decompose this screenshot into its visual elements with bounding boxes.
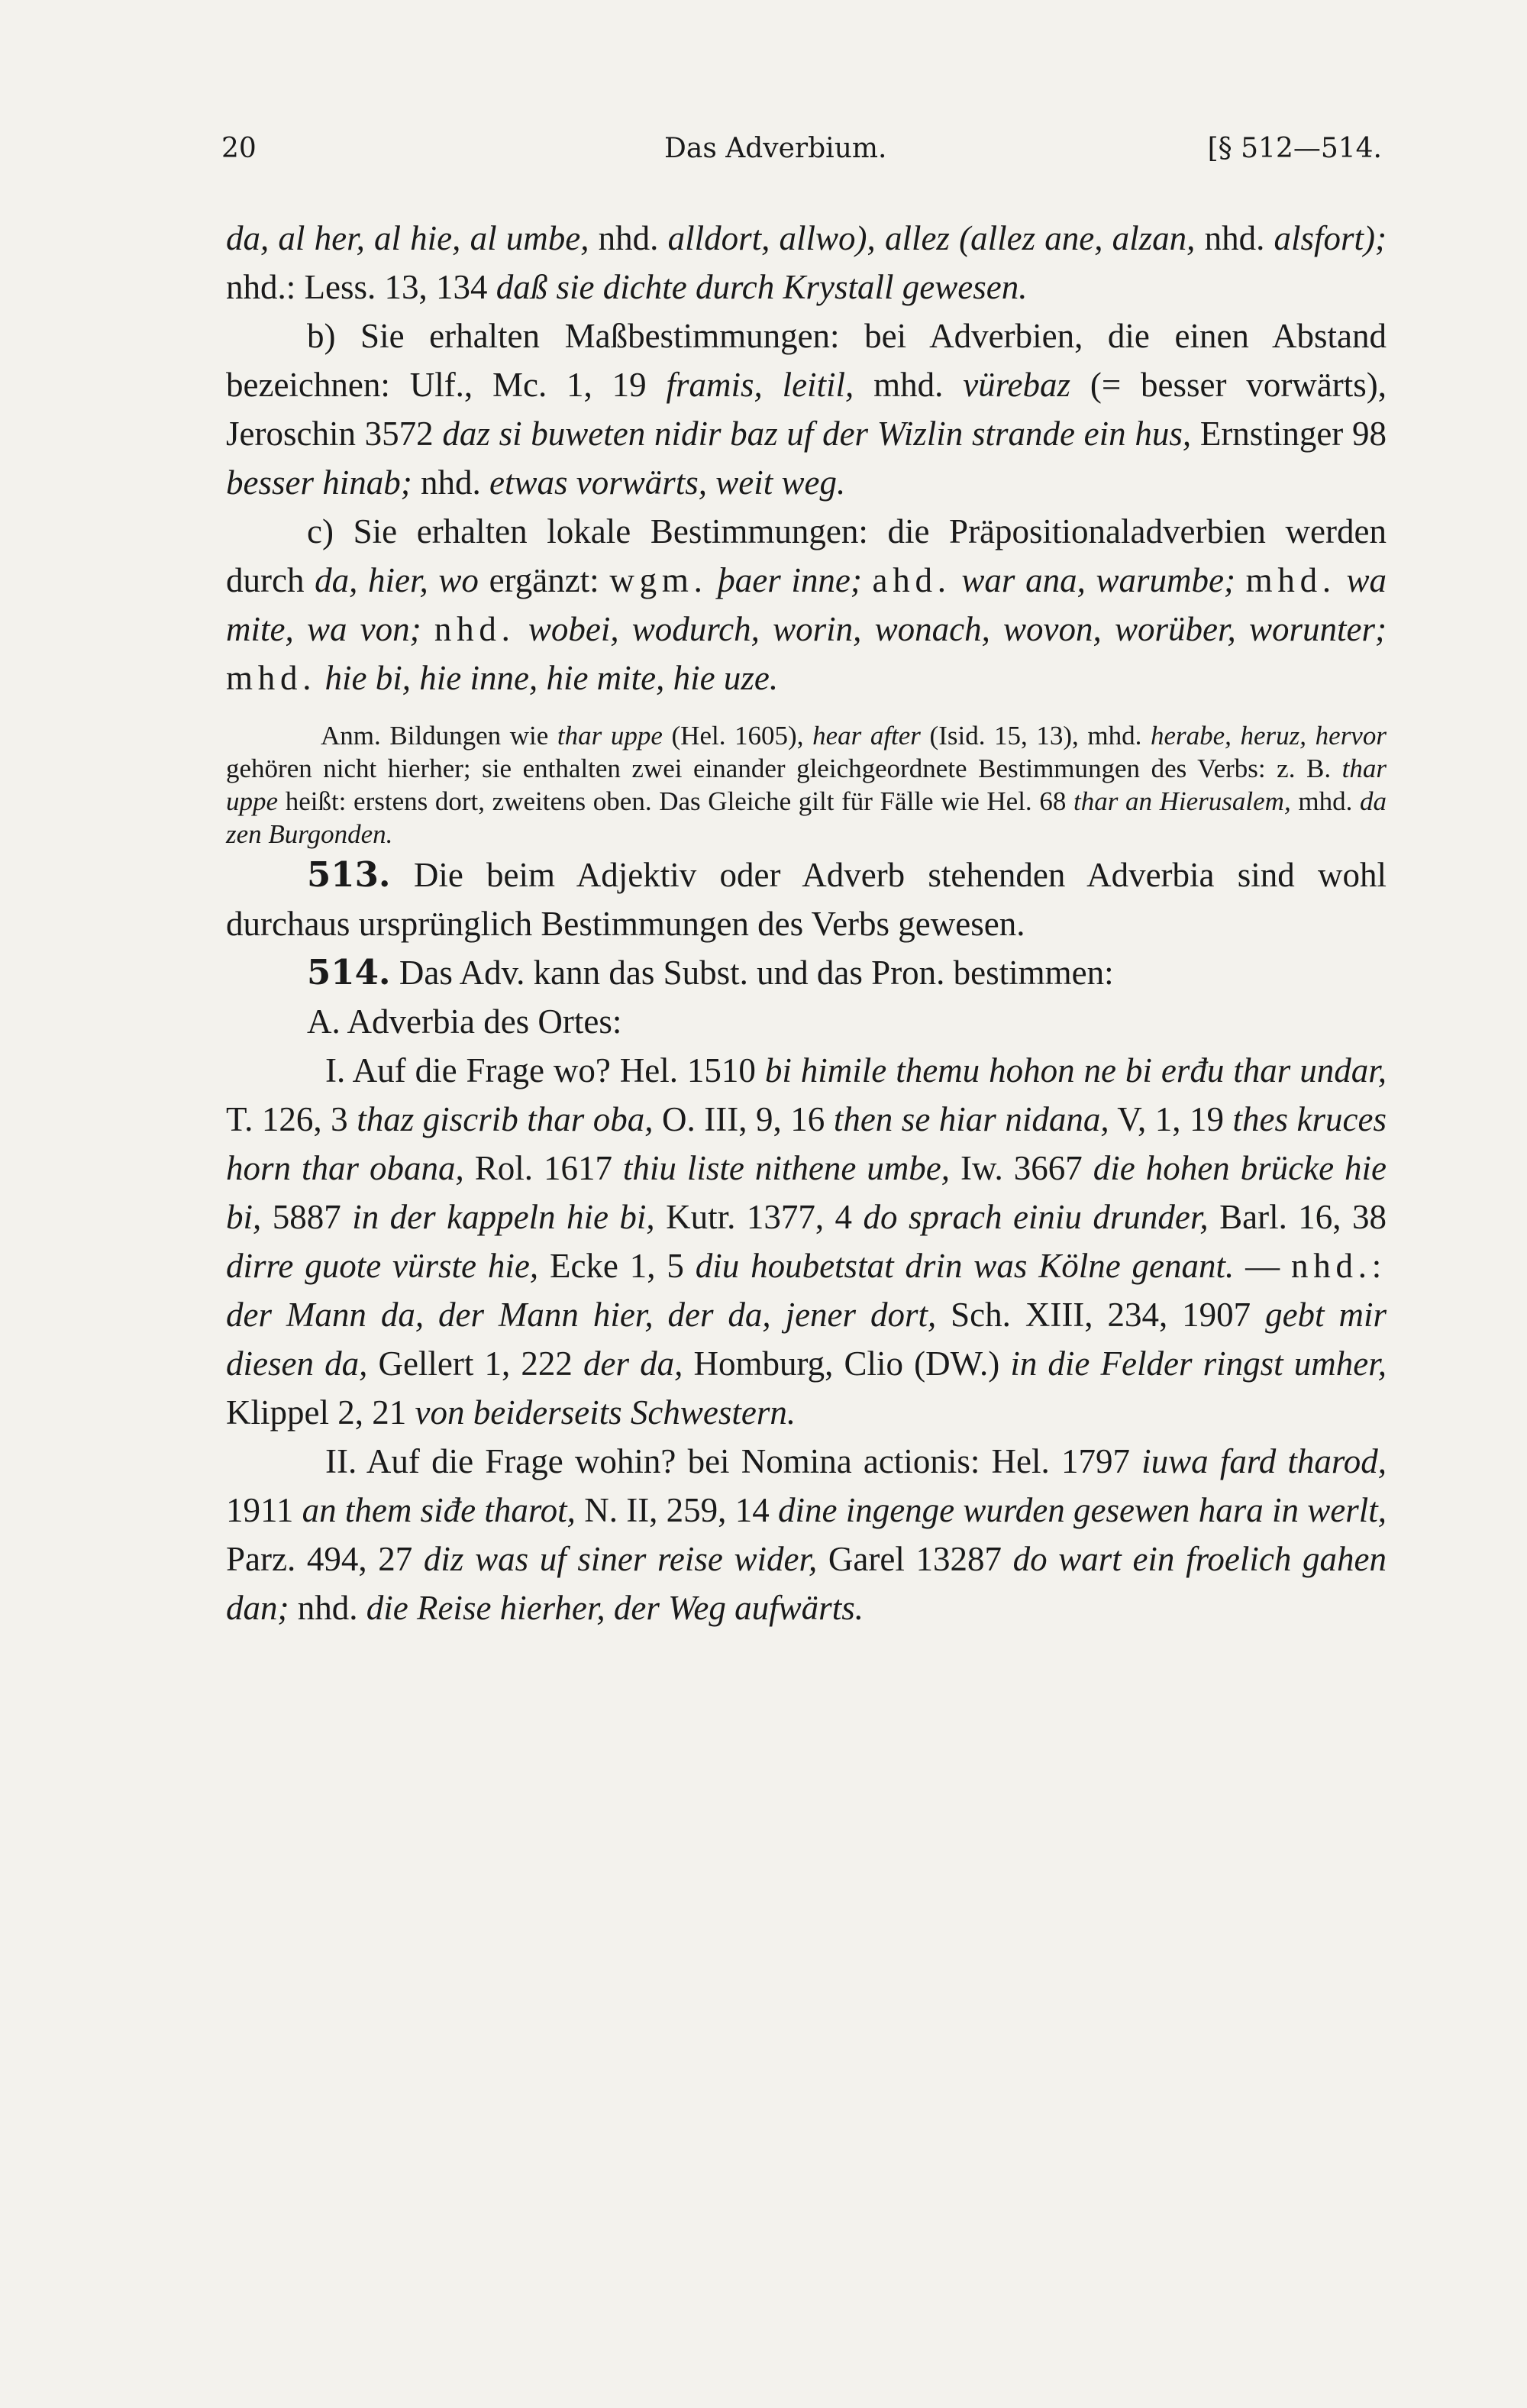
paragraph-II: II. Auf die Frage wohin? bei Nomina actionis: Hel. 1797 iuwa fard tharod, 1911 an them siđe tharot, N. II, 259, 14 dine ingenge wurden gesewen hara in werlt, Parz. 494, 27 diz was uf siner reise wider, Garel 13287 do wart ein froelich gahen dan; nhd. die Reise hierher, der Weg aufwärts. [226, 1442, 1387, 1627]
section-range: [§ 512—514. [1207, 133, 1382, 164]
running-title: Das Adverbium. [664, 133, 887, 164]
section-513: 513. Die beim Adjektiv oder Adverb stehenden Adverbia sind wohl durchaus ursprünglich Bestimmungen des Verbs gewesen. [226, 854, 1387, 943]
section-number: 513. [307, 854, 391, 895]
subheading-a: A. Adverbia des Ortes: [307, 1002, 622, 1041]
annotation-note: Anm. Bildungen wie thar uppe (Hel. 1605), hear after (Isid. 15, 13), mhd. herabe, heruz, hervor gehören nicht hierher; sie enthalten zwei einander gleichgeordnete Bestimmungen des Verbs: z. B. thar uppe heißt: erstens dort, zweitens oben. Das Gleiche gilt für Fälle wie Hel. 68 thar an Hierusalem, mhd. da zen Burgonden. [226, 721, 1387, 849]
paragraph-I: I. Auf die Frage wo? Hel. 1510 bi himile themu hohon ne bi erđu thar undar, T. 126, 3 thaz giscrib thar oba, O. III, 9, 16 then se hiar nidana, V, 1, 19 thes kruces horn thar obana, Rol. 1617 thiu liste nithene umbe, Iw. 3667 die hohen brücke hie bi, 5887 in der kappeln hie bi, Kutr. 1377, 4 do sprach einiu drunder, Barl. 16, 38 dirre guote vürste hie, Ecke 1, 5 diu houbetstat drin was Kölne genant. — nhd.: der Mann da, der Mann hier, der da, jener dort, Sch. XIII, 234, 1907 gebt mir diesen da, Gellert 1, 222 der da, Homburg, Clio (DW.) in die Felder ringst umher, Klippel 2, 21 von beiderseits Schwestern. [226, 1051, 1387, 1432]
page-number: 20 [221, 133, 257, 164]
page-body [226, 214, 1387, 1632]
paragraph-continuation: da, al her, al hie, al umbe, nhd. alldort, allwo), allez (allez ane, alzan, nhd. alsfort); nhd.: Less. 13, 134 daß sie dichte durch Krystall gewesen. [226, 219, 1387, 306]
paragraph-b: b) Sie erhalten Maßbestimmungen: bei Adverbien, die einen Abstand bezeichnen: Ulf., Mc. 1, 19 framis, leitil, mhd. vürebaz (= besser vorwärts), Jeroschin 3572 daz si buweten nidir baz uf der Wizlin strande ein hus, Ernstinger 98 besser hinab; nhd. etwas vorwärts, weit weg. [226, 317, 1387, 502]
section-number: 514. [307, 952, 391, 993]
paragraph-c: c) Sie erhalten lokale Bestimmungen: die Präpositionaladverbien werden durch da, hier, wo ergänzt: wgm. þaer inne; ahd. war ana, warumbe; mhd. wa mite, wa von; nhd. wobei, wodurch, worin, wonach, wovon, worüber, worunter; mhd. hie bi, hie inne, hie mite, hie uze. [226, 512, 1387, 697]
running-header [221, 133, 1382, 179]
section-514: 514. Das Adv. kann das Subst. und das Pron. bestimmen: [307, 952, 1114, 993]
